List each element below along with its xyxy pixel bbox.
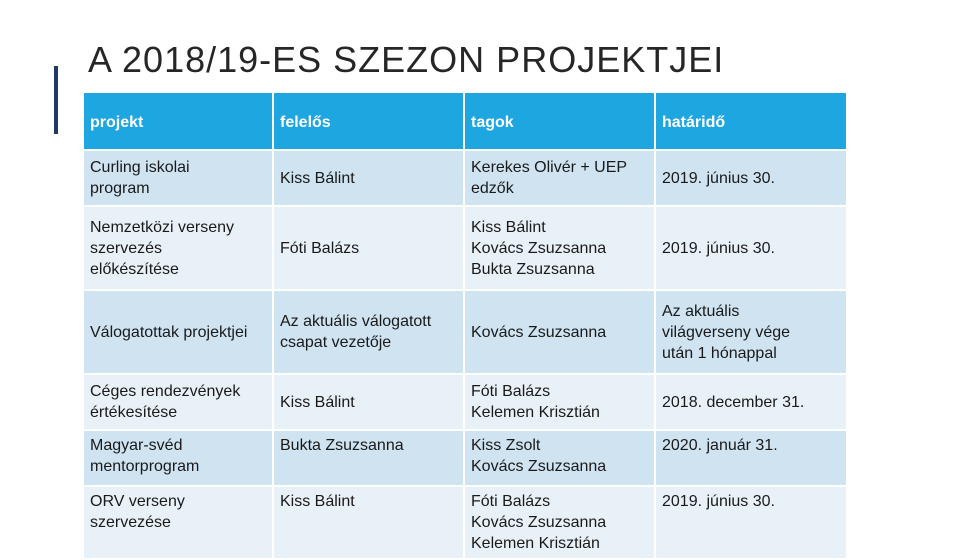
cell-project [83,290,273,374]
cell-project [83,150,273,206]
cell-line: Kovács Zsuzsanna [471,458,607,475]
cell-line: Nemzetközi verseny [90,218,235,236]
column-header-owner: felelős [273,92,464,150]
projects-table-container [82,91,846,552]
cell-owner [273,374,464,430]
cell-line: Kerekes Olivér + UEP [471,159,628,176]
cell-line: Kiss Bálint [471,218,546,236]
cell-line: edzők [471,180,514,197]
table-header-row [83,92,847,150]
cell-project [83,430,273,486]
cell-members [464,150,655,206]
table-row [83,374,847,430]
cell-project [83,486,273,559]
cell-members [464,430,655,486]
column-header-deadline: határidő [655,92,847,150]
cell-line: Fóti Balázs [471,493,551,510]
cell-line: után 1 hónappal [662,344,777,362]
cell-owner [273,290,464,374]
cell-line: csapat vezetője [280,334,392,351]
cell-line: világverseny vége [662,323,791,341]
cell-line: Kovács Zsuzsanna [471,514,607,531]
cell-line: Kovács Zsuzsanna [471,239,607,257]
cell-line: 2019. június 30. [662,169,775,187]
title-accent-bar [54,66,58,134]
column-header-project: projekt [83,92,273,150]
column-header-members: tagok [464,92,655,150]
cell-project [83,374,273,430]
cell-members [464,486,655,559]
cell-line: 2018. december 31. [662,393,805,411]
table-row [83,486,847,559]
table-row [83,150,847,206]
cell-line: Fóti Balázs [471,383,551,400]
cell-line: Kiss Zsolt [471,437,541,454]
cell-deadline [655,486,847,559]
cell-deadline [655,150,847,206]
cell-members [464,206,655,290]
cell-line: Fóti Balázs [280,239,360,257]
cell-line: előkészítése [90,260,179,278]
cell-owner [273,206,464,290]
projects-table [82,91,848,560]
cell-line: Bukta Zsuzsanna [471,260,595,278]
cell-line: ORV verseny [90,493,185,510]
cell-deadline [655,430,847,486]
cell-members [464,374,655,430]
cell-line: Kiss Bálint [280,493,355,510]
cell-owner [273,430,464,486]
cell-line: Curling iskolai [90,159,190,176]
cell-line: szervezése [90,514,171,531]
cell-line: Magyar-svéd [90,437,183,454]
cell-deadline [655,290,847,374]
cell-line: 2020. január 31. [662,437,778,454]
cell-project [83,206,273,290]
table-row [83,290,847,374]
cell-deadline [655,206,847,290]
cell-line: mentorprogram [90,458,200,475]
cell-owner [273,486,464,559]
cell-line: Kelemen Krisztián [471,404,600,421]
cell-owner [273,150,464,206]
cell-line: program [90,180,150,197]
cell-members [464,290,655,374]
cell-line: értékesítése [90,404,178,421]
cell-line: Céges rendezvények [90,383,241,400]
cell-line: Kiss Bálint [280,393,355,411]
cell-line: 2019. június 30. [662,239,775,257]
table-row [83,430,847,486]
table-row [83,206,847,290]
slide-title: A 2018/19-ES SZEZON PROJEKTJEI [88,39,725,80]
cell-line: szervezés [90,239,163,257]
cell-line: Válogatottak projektjei [90,323,248,341]
cell-line: Kiss Bálint [280,169,355,187]
cell-deadline [655,374,847,430]
cell-line: Bukta Zsuzsanna [280,437,404,454]
cell-line: Kovács Zsuzsanna [471,323,607,341]
cell-line: Az aktuális [662,302,740,320]
cell-line: Az aktuális válogatott [280,313,432,330]
cell-line: Kelemen Krisztián [471,535,600,552]
cell-line: 2019. június 30. [662,493,775,510]
